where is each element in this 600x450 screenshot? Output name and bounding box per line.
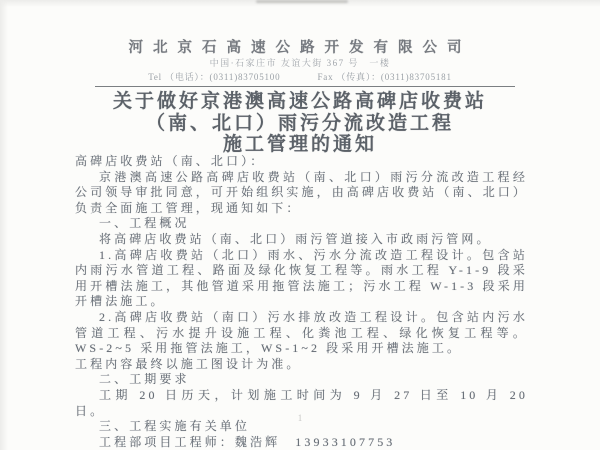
section-3-contact: 工程部项目工程师：魏浩辉 13933107753 xyxy=(99,434,396,449)
company-name: 河北京石高速公路开发有限公司 xyxy=(128,40,472,56)
intro-paragraph: 京港澳高速公路高碑店收费站（南、北口）雨污分流改造工程经公司领导审批同意，可开始组织实施，由高碑店收费站（南、北口）负责全面施工管理，现通知如下： xyxy=(75,169,529,215)
document-body xyxy=(75,154,528,450)
design-note: 工程内容最终以施工图设计为准。 xyxy=(75,356,302,371)
header-divider-line xyxy=(95,86,515,87)
section-2-body: 工期 20 日历天，计划施工时间为 9 月 27 日至 10 月 20 日。 xyxy=(75,387,528,418)
title-line-1: 关于做好京港澳高速公路高碑店收费站 xyxy=(112,91,487,112)
document-title xyxy=(0,91,600,156)
page-number: 1 xyxy=(297,413,303,423)
tel-fax-line xyxy=(0,70,600,83)
section-3-heading: 三、工程实施有关单位 xyxy=(99,419,251,434)
section-1-heading: 一、工程概况 xyxy=(99,216,190,231)
section-1-item-1: 1.高碑店收费站（北口）雨水、污水分流改造工程设计。包含站内雨污水管道工程、路面及绿化恢复工程等。雨水工程 Y-1-9 段采用开槽法施工，其他管道采用拖管法施工；污水工程 W-1-3 段采用开槽法施工。 xyxy=(75,247,528,309)
section-1-intro: 将高碑店收费站（南、北口）雨污管道接入市政雨污管网。 xyxy=(99,231,492,246)
company-address: 中国·石家庄市 友谊大街 367 号 一楼 xyxy=(209,58,391,68)
page-footer xyxy=(0,413,600,423)
section-1-item-2: 2.高碑店收费站（南口）污水排放改造工程设计。包含站内污水管道工程、污水提升设施工程、化粪池工程、绿化恢复工程等。WS-2~5 采用拖管法施工，WS-1~2 段采用开槽法施工。 xyxy=(75,309,528,356)
title-line-3: 施工管理的通知 xyxy=(222,134,377,155)
scan-smudge xyxy=(256,0,348,3)
salutation: 高碑店收费站（南、北口）： xyxy=(75,154,266,168)
section-2-heading: 二、工期要求 xyxy=(99,372,190,387)
fax-number: Fax （传真）：(0311)83705181 xyxy=(317,72,452,82)
title-line-2: （南、北口）雨污分流改造工程 xyxy=(145,112,454,134)
tel-number: Tel （电话）：(0311)83705100 xyxy=(148,72,281,82)
